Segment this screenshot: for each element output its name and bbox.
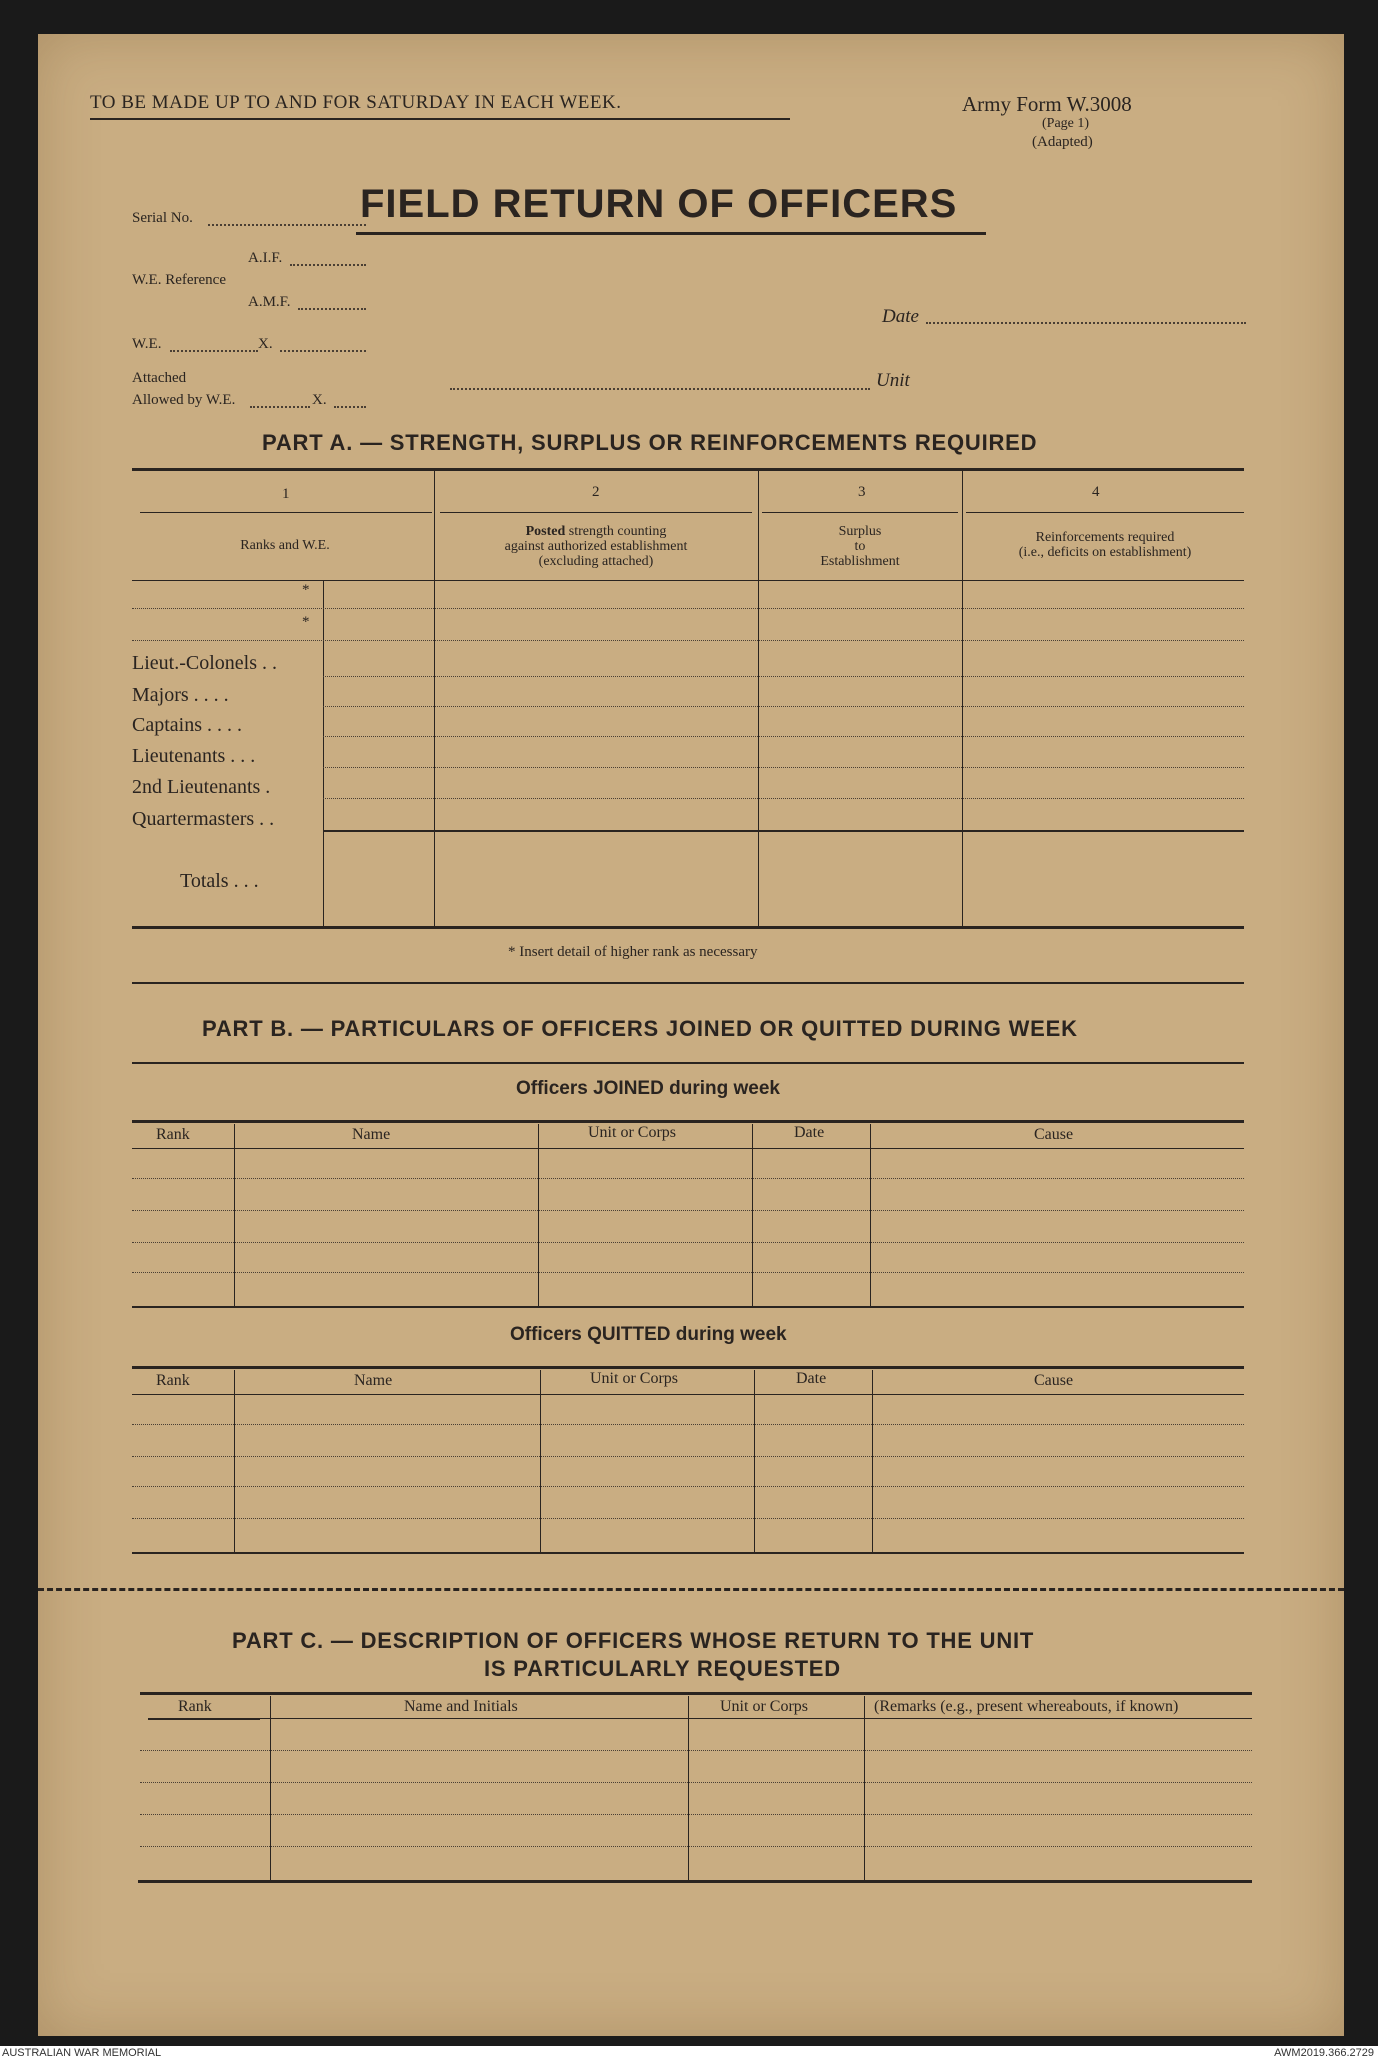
col-number-3: 3: [858, 484, 866, 500]
joined-col-name: Name: [352, 1126, 391, 1143]
rank-quartermasters: Quartermasters . .: [132, 808, 275, 830]
col-number-1: 1: [282, 486, 290, 502]
page-title: FIELD RETURN OF OFFICERS: [360, 182, 958, 226]
joined-vline: [752, 1124, 753, 1306]
star-2: *: [302, 614, 310, 630]
surplus-line2: to: [854, 539, 866, 554]
surplus-line3: Establishment: [820, 554, 900, 569]
allowed-x-field[interactable]: [334, 406, 366, 408]
joined-col-cause: Cause: [1034, 1126, 1074, 1143]
joined-bottom-rule: [132, 1306, 1244, 1308]
quitted-col-name: Name: [354, 1372, 393, 1389]
col4-num-rule: [966, 512, 1244, 513]
part-a-vline-2: [758, 470, 759, 926]
part-c-vline: [864, 1696, 865, 1882]
quitted-row-line: [132, 1456, 1244, 1457]
form-number: Army Form W.3008: [962, 92, 1132, 116]
quitted-col-cause: Cause: [1034, 1372, 1074, 1389]
we-label: W.E.: [132, 336, 162, 352]
joined-row-line: [132, 1178, 1244, 1179]
part-c-row-line: [140, 1750, 1252, 1751]
part-c-title-line2: IS PARTICULARLY REQUESTED: [484, 1656, 841, 1681]
part-a-row-line: [323, 798, 1244, 799]
part-c-row-line: [140, 1814, 1252, 1815]
part-c-title-line1: PART C. — DESCRIPTION OF OFFICERS WHOSE RETURN TO THE UNIT: [232, 1628, 1035, 1653]
tear-line: [38, 1588, 1344, 1591]
posted-line1: strength counting: [568, 524, 667, 539]
part-c-col-remarks: (Remarks (e.g., present whereabouts, if known): [874, 1698, 1179, 1715]
star-1: *: [302, 582, 310, 598]
col-header-posted: [440, 524, 752, 569]
footer-right: AWM2019.366.2729: [1274, 2047, 1374, 2059]
part-a-row-line: [323, 676, 1244, 677]
allowed-by-field[interactable]: [250, 406, 310, 408]
part-a-quartermasters-rule: [323, 830, 1244, 832]
date-label: Date: [882, 306, 919, 327]
x-field[interactable]: [280, 350, 366, 352]
part-a-row-line: [132, 608, 1244, 609]
part-c-col-unit: Unit or Corps: [720, 1698, 808, 1715]
joined-vline: [870, 1124, 871, 1306]
footer-left: AUSTRALIAN WAR MEMORIAL: [2, 2047, 162, 2059]
col-number-4: 4: [1092, 484, 1100, 500]
attached-label: Attached: [132, 370, 187, 386]
joined-top-rule: [132, 1120, 1244, 1123]
joined-vline: [234, 1124, 235, 1306]
joined-col-date: Date: [794, 1124, 825, 1141]
quitted-title: Officers QUITTED during week: [510, 1324, 787, 1345]
part-a-row-line: [323, 767, 1244, 768]
part-a-title: PART A. — STRENGTH, SURPLUS OR REINFORCEMENTS REQUIRED: [262, 430, 1038, 455]
part-a-note-rule: [132, 982, 1244, 984]
instruction-underline: [90, 118, 790, 120]
joined-header-rule: [132, 1148, 1244, 1149]
quitted-vline: [540, 1370, 541, 1552]
serial-no-label: Serial No.: [132, 210, 193, 226]
reinforcements-line2: (i.e., deficits on establishment): [1018, 545, 1192, 560]
part-c-row-line: [140, 1782, 1252, 1783]
part-a-bottom-rule: [132, 926, 1244, 929]
quitted-row-line: [132, 1424, 1244, 1425]
col-header-surplus: [762, 524, 958, 569]
part-c-rank-underline: [148, 1718, 260, 1720]
quitted-col-rank: Rank: [156, 1372, 190, 1389]
joined-col-rank: Rank: [156, 1126, 190, 1143]
part-c-col-name: Name and Initials: [404, 1698, 518, 1715]
unit-label: Unit: [876, 370, 910, 391]
part-a-row-line: [132, 640, 1244, 641]
rank-lieutenants: Lieutenants . . .: [132, 745, 256, 767]
we-field[interactable]: [170, 350, 258, 352]
totals-label: Totals . . .: [180, 870, 259, 892]
part-c-col-rank: Rank: [178, 1698, 212, 1715]
page-number: (Page 1): [1042, 116, 1090, 131]
aif-label: A.I.F.: [248, 250, 283, 266]
col-number-2: 2: [592, 484, 600, 500]
part-c-row-line: [140, 1846, 1252, 1847]
footer-bar: [0, 2046, 1378, 2061]
unit-field[interactable]: [450, 388, 870, 390]
quitted-row-line: [132, 1518, 1244, 1519]
joined-title: Officers JOINED during week: [516, 1078, 780, 1099]
adapted-label: (Adapted): [1032, 134, 1093, 150]
allowed-x-label: X.: [312, 392, 327, 408]
part-c-vline: [270, 1696, 271, 1882]
part-a-vline-3: [962, 470, 963, 926]
quitted-vline: [872, 1370, 873, 1552]
title-underline: [356, 232, 986, 235]
quitted-col-unit: Unit or Corps: [590, 1370, 678, 1387]
part-c-header-rule: [260, 1718, 1252, 1719]
allowed-by-label: Allowed by W.E.: [132, 392, 236, 408]
quitted-vline: [754, 1370, 755, 1552]
serial-no-field[interactable]: [208, 224, 366, 226]
part-b-top-rule: [132, 1062, 1244, 1064]
we-reference-label: W.E. Reference: [132, 272, 226, 288]
col1-num-rule: [140, 512, 432, 513]
part-a-top-rule: [132, 468, 1244, 471]
quitted-col-date: Date: [796, 1370, 827, 1387]
quitted-row-line: [132, 1486, 1244, 1487]
part-c-vline: [688, 1696, 689, 1882]
reinforcements-line1: Reinforcements required: [1035, 530, 1175, 545]
part-a-vline-1: [434, 470, 435, 926]
rank-majors: Majors . . . .: [132, 684, 229, 706]
part-c-bottom-rule: [138, 1880, 1252, 1883]
col-header-ranks: Ranks and W.E.: [240, 538, 330, 553]
part-a-row-line: [323, 736, 1244, 737]
surplus-line1: Surplus: [838, 524, 882, 539]
quitted-top-rule: [132, 1366, 1244, 1369]
instruction-text: TO BE MADE UP TO AND FOR SATURDAY IN EACH WEEK.: [90, 92, 622, 113]
x-label: X.: [258, 336, 273, 352]
joined-vline: [538, 1124, 539, 1306]
part-a-note: * Insert detail of higher rank as necessary: [508, 944, 758, 960]
part-a-vline-we: [323, 580, 324, 926]
part-b-title: PART B. — PARTICULARS OF OFFICERS JOINED OR QUITTED DURING WEEK: [202, 1016, 1078, 1041]
posted-line3: (excluding attached): [538, 554, 654, 569]
col-header-reinforcements: [966, 530, 1244, 560]
posted-bold: Posted: [525, 524, 566, 539]
col2-num-rule: [440, 512, 752, 513]
joined-row-line: [132, 1210, 1244, 1211]
rank-captains: Captains . . . .: [132, 714, 242, 736]
part-a-header-rule: [132, 580, 1244, 581]
joined-row-line: [132, 1272, 1244, 1273]
date-field[interactable]: [926, 322, 1246, 324]
part-a-row-line: [323, 706, 1244, 707]
amf-field[interactable]: [298, 308, 366, 310]
joined-col-unit: Unit or Corps: [588, 1124, 676, 1141]
aif-field[interactable]: [290, 264, 366, 266]
rank-lieut-colonels: Lieut.-Colonels . .: [132, 652, 277, 674]
quitted-header-rule: [132, 1394, 1244, 1395]
quitted-bottom-rule: [132, 1552, 1244, 1554]
rank-2nd-lieutenants: 2nd Lieutenants .: [132, 776, 271, 798]
amf-label: A.M.F.: [248, 294, 291, 310]
quitted-vline: [234, 1370, 235, 1552]
posted-line2: against authorized establishment: [504, 539, 688, 554]
part-c-top-rule: [140, 1692, 1252, 1695]
joined-row-line: [132, 1242, 1244, 1243]
col3-num-rule: [762, 512, 958, 513]
